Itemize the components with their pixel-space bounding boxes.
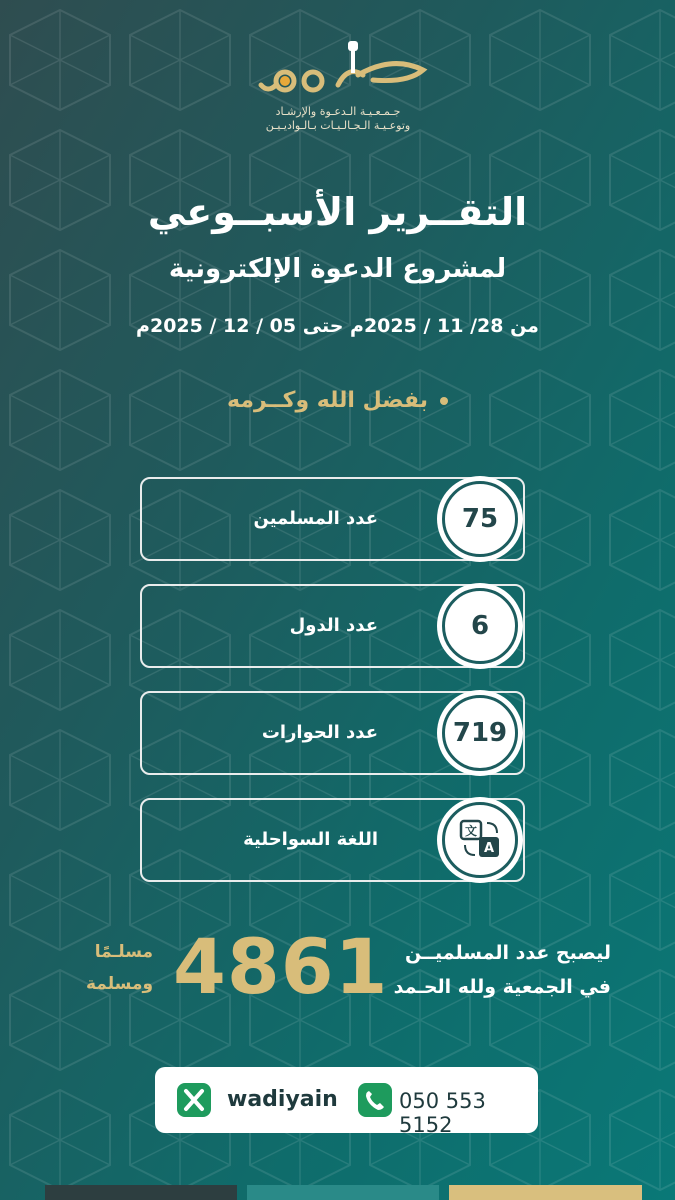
stat-card-language [140, 798, 525, 882]
stat-label: عدد الدول [289, 615, 378, 636]
stat-value-circle [437, 690, 523, 776]
stat-label: عدد الحوارات [261, 722, 378, 743]
svg-text:文: 文 [464, 824, 478, 838]
phone-number[interactable]: 050 553 5152 [399, 1089, 486, 1137]
page-subtitle: لمشروع الدعوة الإلكترونية [168, 254, 507, 284]
stat-value-circle [437, 583, 523, 669]
footer-bar-teal [247, 1185, 439, 1200]
blessing-text [0, 388, 675, 413]
organization-logo [238, 35, 438, 145]
page-title: التقــرير الأسبــوعي [147, 190, 528, 234]
social-handle[interactable]: wadiyain [227, 1087, 338, 1112]
summary-unit [86, 936, 153, 1000]
stat-value: 719 [452, 718, 508, 748]
footer-bar-gold [449, 1185, 642, 1200]
summary-line1: ليصبح عدد المسلميــن [404, 942, 611, 964]
contact-box [155, 1067, 538, 1137]
stat-card-dialogues [140, 691, 525, 775]
stat-value: 6 [470, 611, 490, 641]
phone-icon[interactable] [358, 1083, 392, 1117]
summary-unit2: ومسلمة [86, 974, 154, 994]
bullet-icon [440, 397, 448, 405]
svg-text:A: A [483, 841, 495, 856]
stat-card-muslims [140, 477, 525, 561]
stat-label: اللغة السواحلية [243, 829, 378, 850]
stat-label: عدد المسلمين [253, 508, 378, 529]
stat-icon-circle [437, 797, 523, 883]
stat-value-circle [437, 476, 523, 562]
stat-value: 75 [461, 504, 499, 534]
footer-bar-dark [45, 1185, 237, 1200]
translate-icon [459, 817, 503, 861]
logo-emblem-icon [243, 35, 433, 105]
blessing-label: بفضل الله وكــرمه [226, 388, 428, 413]
logo-text-line2: وتوعـيـة الـجـالـيـات بـالـواديـيـن [265, 119, 411, 132]
summary-line2: في الجمعية ولله الحـمد [393, 976, 611, 998]
summary-text [394, 936, 611, 1004]
summary-unit1: مسلـمًا [94, 942, 154, 962]
date-range: من 28/ 11 / 2025م حتى 05 / 12 / 2025م [136, 315, 539, 337]
total-muslims-count: 4861 [173, 922, 389, 1011]
stat-card-countries [140, 584, 525, 668]
logo-text-line1: جـمـعـيـة الـدعـوة والإرشـاد [275, 105, 401, 118]
x-icon[interactable] [177, 1083, 211, 1117]
